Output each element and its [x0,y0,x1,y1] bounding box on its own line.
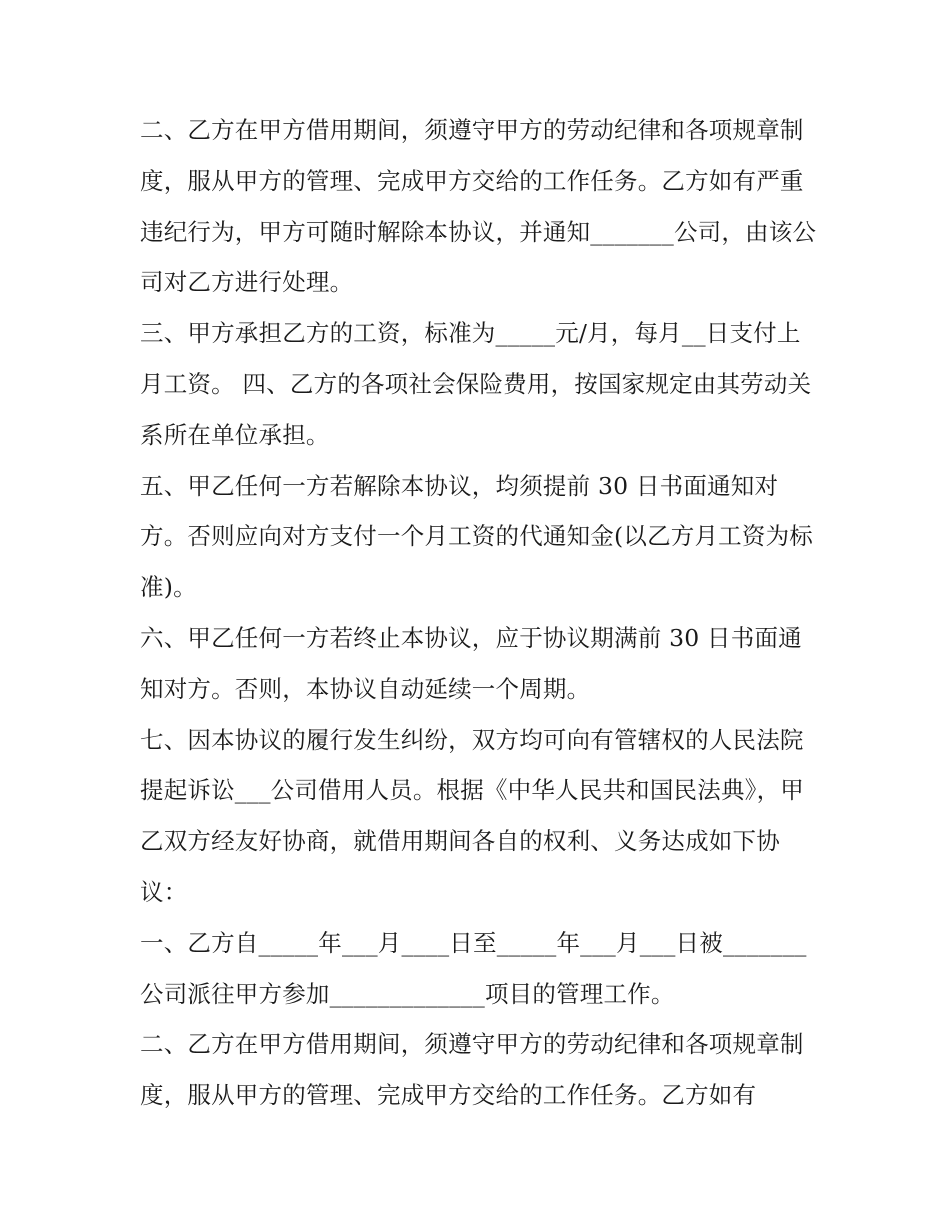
paragraph-salary-and-insurance: 三、甲方承担乙方的工资，标准为_____元/月，每月__日支付上月工资。 四、乙方的各项社会保险费用，按国家规定由其劳动关系所在单位承担。 [140,319,812,449]
paragraph-dispute-and-preamble: 七、因本协议的履行发生纠纷，双方均可向有管辖权的人民法院提起诉讼___公司借用人员。根据《中华人民共和国民法典》，甲乙双方经友好协商，就借用期间各自的权利、义务达成如下协议： [140,725,804,906]
paragraph-borrowing-period: 一、乙方自_____年___月____日至_____年___月___日被_______公司派往甲方参加_____________项目的管理工作。 [140,928,807,1008]
paragraph-borrowed-staff-discipline-repeat: 二、乙方在甲方借用期间，须遵守甲方的劳动纪律和各项规章制度，服从甲方的管理、完成甲方交给的工作任务。乙方如有 [140,1030,804,1110]
paragraph-termination-notice: 五、甲乙任何一方若解除本协议，均须提前 30 日书面通知对方。否则应向对方支付一个月工资的代通知金(以乙方月工资为标准)。 [140,471,813,602]
paragraph-expiry-notice: 六、甲乙任何一方若终止本协议，应于协议期满前 30 日书面通知对方。否则，本协议自动延续一个周期。 [140,623,802,703]
document-body [140,105,820,1121]
paragraph-borrowed-staff-discipline: 二、乙方在甲方借用期间，须遵守甲方的劳动纪律和各项规章制度，服从甲方的管理、完成甲方交给的工作任务。乙方如有严重违纪行为，甲方可随时解除本协议，并通知_______公司，由该公司对乙方进行处理。 [140,116,817,297]
